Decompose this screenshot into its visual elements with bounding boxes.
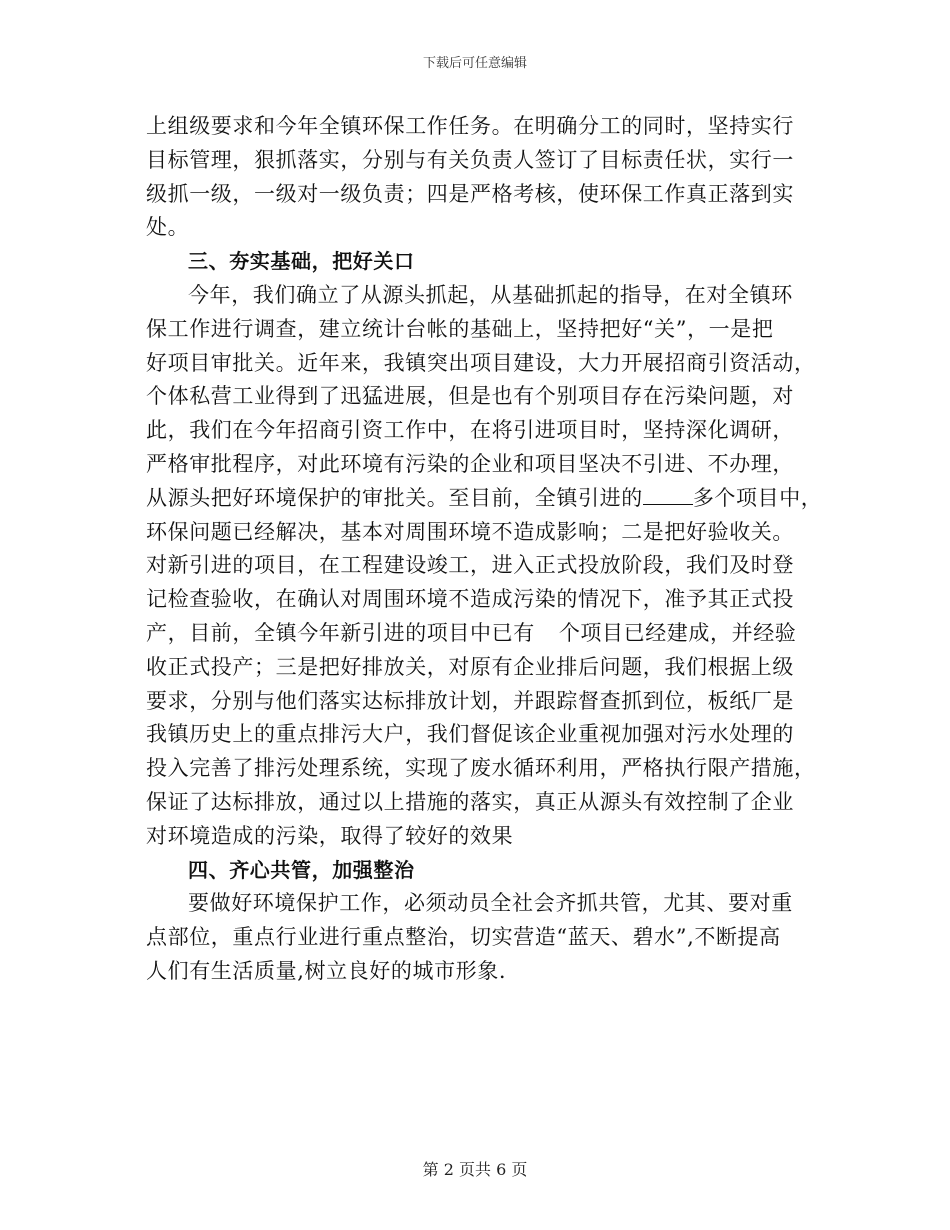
paragraph-line: 上组级要求和今年全镇环保工作任务。在明确分工的同时，坚持实行 [146, 114, 794, 138]
paragraph-line: 对环境造成的污染，取得了较好的效果 [146, 823, 514, 848]
paragraph-line: 严格审批程序，对此环境有污染的企业和项目坚决不引进、不办理， [146, 451, 794, 476]
paragraph-line: 环保问题已经解决，基本对周围环境不造成影响；二是把好验收关。 [146, 519, 794, 544]
document-body [146, 110, 823, 989]
text-segment: 从源头把好环境保护的审批关。至目前，全镇引进的 [146, 485, 643, 510]
paragraph-line: 级抓一级，一级对一级负责；四是严格考核，使环保工作真正落到实 [146, 181, 794, 206]
page-header-note: 下载后可任意编辑 [422, 56, 527, 71]
paragraph-line: 要求，分别与他们落实达标排放计划，并跟踪督查抓到位，板纸厂是 [146, 688, 794, 713]
paragraph-line: 我镇历史上的重点排污大户，我们督促该企业重视加强对污水处理的 [146, 722, 794, 747]
paragraph-line: 收正式投产；三是把好排放关，对原有企业排后问题，我们根据上级 [146, 654, 794, 679]
paragraph-line: 保工作进行调查，建立统计台帐的基础上，坚持把好“关”，一是把 [146, 316, 774, 341]
text-segment: 多个项目中， [692, 485, 823, 510]
paragraph-line [146, 617, 806, 651]
paragraph-line: 好项目审批关。近年来，我镇突出项目建设，大力开展招商引资活动， [146, 350, 816, 375]
paragraph-line: 目标管理，狠抓落实，分别与有关负责人签订了目标责任状，实行一 [146, 147, 794, 172]
paragraph-line: 人们有生活质量,树立良好的城市形象. [146, 958, 507, 983]
text-segment: 产，目前，全镇今年新引进的项目中已有 [146, 620, 535, 645]
text-segment: 个项目已经建成，并经验 [558, 620, 797, 645]
paragraph-line: 点部位，重点行业进行重点整治，切实营造“蓝天、碧水”,不断提高 [146, 925, 781, 950]
paragraph-line: 处。 [146, 215, 190, 240]
section-heading-3: 三、夯实基础，把好关口 [188, 249, 415, 274]
paragraph-line: 今年，我们确立了从源头抓起，从基础抓起的指导，在对全镇环 [188, 282, 793, 307]
paragraph-line: 对新引进的项目，在工程建设竣工，进入正式投放阶段，我们及时登 [146, 553, 794, 578]
paragraph-line: 此，我们在今年招商引资工作中，在将引进项目时，坚持深化调研， [146, 418, 794, 443]
paragraph-line: 保证了达标排放，通过以上措施的落实，真正从源头有效控制了企业 [146, 789, 794, 814]
fill-in-blank [643, 482, 693, 505]
paragraph-line: 投入完善了排污处理系统，实现了废水循环利用，严格执行限产措施， [146, 756, 816, 781]
paragraph-line: 要做好环境保护工作，必须动员全社会齐抓共管，尤其、要对重 [188, 891, 793, 916]
paragraph-line [146, 482, 823, 516]
section-heading-4: 四、齐心共管，加强整治 [188, 857, 415, 882]
paragraph-line: 个体私营工业得到了迅猛进展，但是也有个别项目存在污染问题，对 [146, 384, 794, 409]
page-number-footer: 第 2 页共 6 页 [422, 1160, 528, 1179]
paragraph-line: 记检查验收，在确认对周围环境不造成污染的情况下，准予其正式投 [146, 587, 794, 612]
